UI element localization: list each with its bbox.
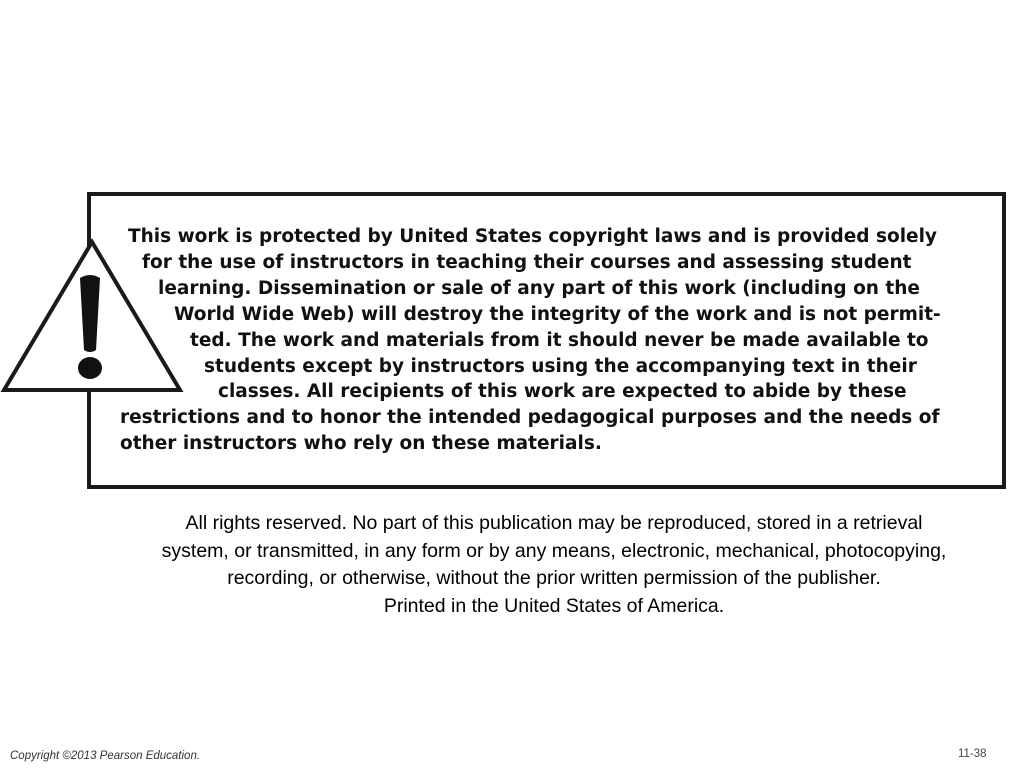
warning-line-9: other instructors who rely on these materials.: [120, 433, 602, 455]
warning-line-1: This work is protected by United States copyright laws and is provided solely: [128, 226, 937, 247]
warning-line-4: World Wide Web) will destroy the integrity of the work and is not permit-: [174, 303, 941, 325]
warning-line-5: ted. The work and materials from it should never be made available to: [190, 329, 929, 351]
footer-page-number: 11-38: [958, 748, 987, 760]
warning-line-7: classes. All recipients of this work are expected to abide by these: [218, 381, 907, 403]
copyright-warning-text: [118, 224, 976, 457]
rights-line-2: system, or transmitted, in any form or by any means, electronic, mechanical, photocopying,: [161, 539, 947, 562]
rights-line-3: recording, or otherwise, without the prior written permission of the publisher.: [227, 567, 881, 589]
warning-line-6: students except by instructors using the accompanying text in their: [204, 355, 917, 377]
warning-line-3: learning. Dissemination or sale of any part of this work (including on the: [158, 277, 920, 299]
exclamation-mark-dot: [78, 357, 102, 379]
rights-line-1: All rights reserved. No part of this publication may be reproduced, stored in a retrieval: [185, 512, 923, 534]
warning-line-8: restrictions and to honor the intended pedagogical purposes and the needs of: [120, 407, 940, 429]
rights-line-4: Printed in the United States of America.: [383, 594, 725, 617]
rights-reserved-notice: [86, 510, 1022, 620]
warning-line-2: for the use of instructors in teaching their courses and assessing student: [142, 251, 912, 273]
footer-copyright: Copyright ©2013 Pearson Education.: [10, 750, 201, 762]
